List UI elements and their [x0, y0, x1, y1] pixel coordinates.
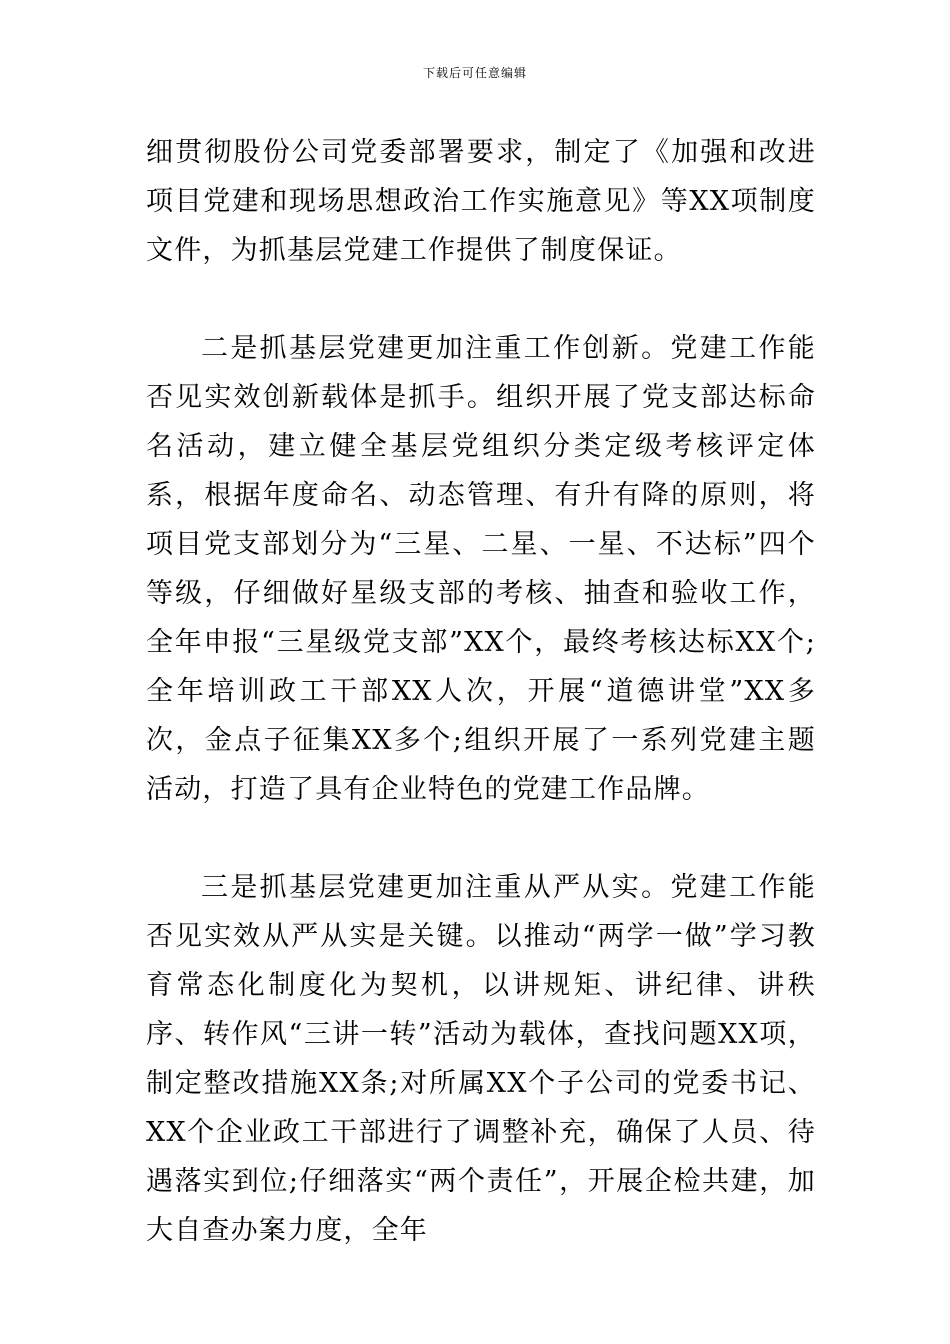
- paragraph-strict-practice: 三是抓基层党建更加注重从严从实。党建工作能否见实效从严从实是关键。以推动“两学一做”学习教育常态化制度化为契机，以讲规矩、讲纪律、讲秩序、转作风“三讲一转”活动为载体，查找问题XX项，制定整改措施XX条;对所属XX个子公司的党委书记、XX个企业政工干部进行了调整补充，确保了人员、待遇落实到位;仔细落实“两个责任”，开展企检共建，加大自查办案力度，全年: [146, 872, 816, 1246]
- paragraph-continuation: 细贯彻股份公司党委部署要求，制定了《加强和改进项目党建和现场思想政治工作实施意见》等XX项制度文件，为抓基层党建工作提供了制度保证。: [146, 137, 816, 266]
- paragraph-work-innovation: 二是抓基层党建更加注重工作创新。党建工作能否见实效创新载体是抓手。组织开展了党支部达标命名活动，建立健全基层党组织分类定级考核评定体系，根据年度命名、动态管理、有升有降的原则，将项目党支部划分为“三星、二星、一星、不达标”四个等级，仔细做好星级支部的考核、抽查和验收工作，全年申报“三星级党支部”XX个，最终考核达标XX个;全年培训政工干部XX人次，开展“道德讲堂”XX多次，金点子征集XX多个;组织开展了一系列党建主题活动，打造了具有企业特色的党建工作品牌。: [146, 333, 816, 805]
- page-header: 下载后可任意编辑: [422, 66, 527, 80]
- document-body: [146, 128, 816, 1255]
